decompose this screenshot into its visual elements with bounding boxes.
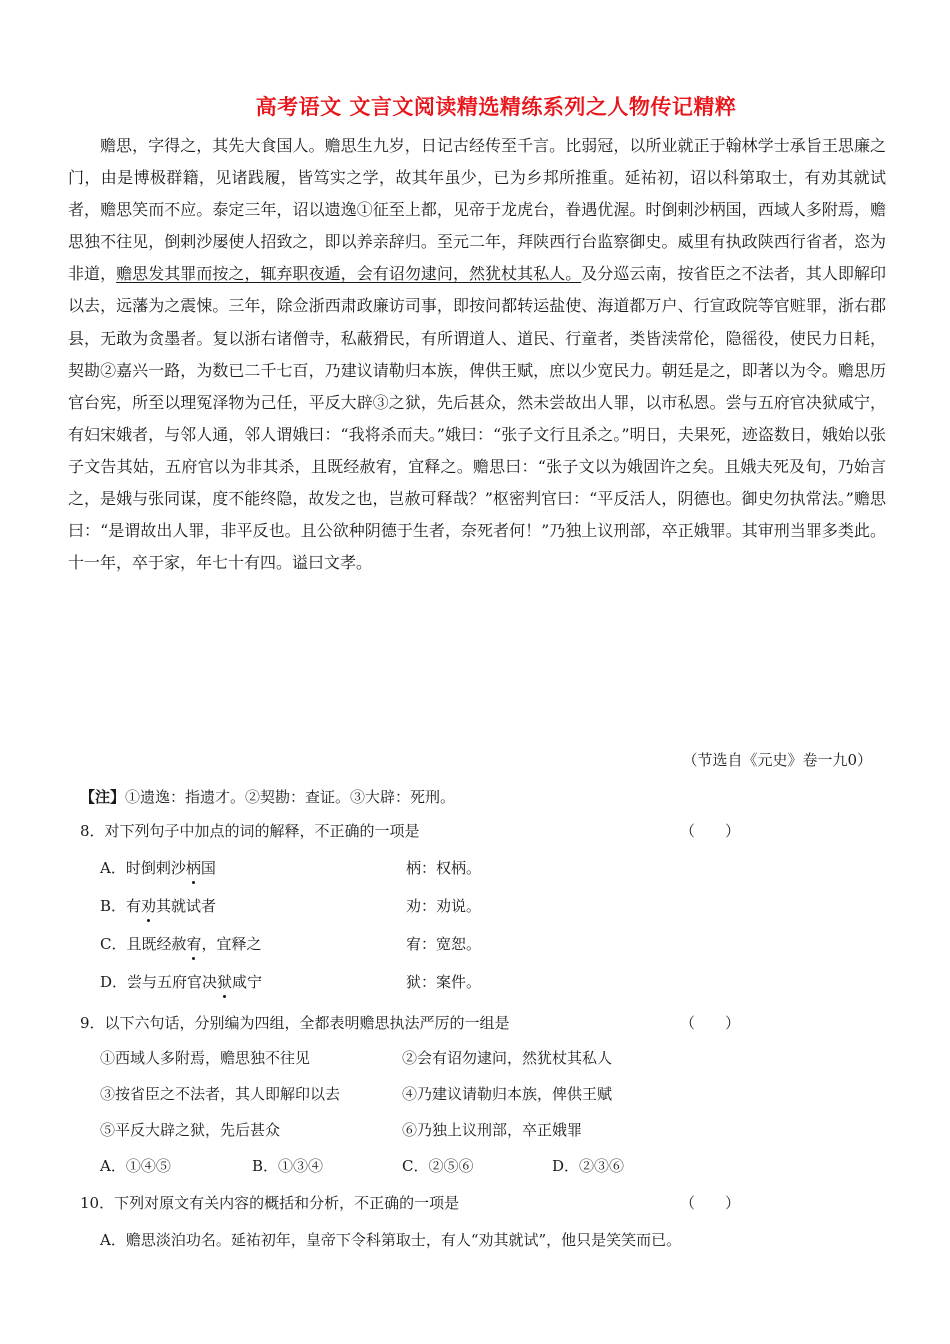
question-10-answer-blank: （ ） — [680, 1194, 741, 1212]
question-8-option-c: C．且既经赦宥，宜释之 — [100, 930, 262, 958]
question-8-stem: 8．对下列句子中加点的词的解释，不正确的一项是 — [80, 822, 420, 840]
question-9-choice-d: D．②③⑥ — [552, 1157, 625, 1175]
dotted-char: 宥 — [186, 930, 201, 958]
question-9-item-1: ①西域人多附焉，赡思独不往见 — [100, 1049, 311, 1067]
passage-text-1: 赡思，字得之，其先大食国人。赡思生九岁，日记古经传至千言。比弱冠，以所业就正于翰林学士承旨王思廉之门，由是博极群籍，见诸践履，皆笃实之学，故其年虽少，已为乡邦所推重。延祐初，诏以科第取士，有劝其就试者，赡思笑而不应。泰定三年，诏以遗逸①征至上都，见帝于龙虎台，眷遇优渥。时倒剌沙柄国，西域人多附焉，赡思独不往见，倒剌沙屡使人招致之，即以养亲辞归。至元二年，拜陕西行台监察御史。威里有执政陕西行省者，恣为非道， — [68, 136, 886, 284]
source-citation: （节选自《元史》卷一九0） — [682, 751, 872, 769]
note-label: 【注】 — [80, 788, 126, 806]
page-title: 高考语文 文言文阅读精选精练系列之人物传记精粹 — [255, 94, 737, 119]
question-9-item-6: ⑥乃独上议刑部，卒正娥罪 — [402, 1121, 583, 1139]
question-9-stem: 9．以下六句话，分别编为四组，全都表明赡思执法严厉的一组是 — [80, 1014, 510, 1032]
question-9-choice-b: B．①③④ — [252, 1157, 324, 1175]
question-9-item-5: ⑤平反大辟之狱，先后甚众 — [100, 1121, 281, 1139]
question-10-stem: 10．下列对原文有关内容的概括和分析，不正确的一项是 — [80, 1194, 460, 1212]
question-8-gloss-b: 劝：劝说。 — [406, 897, 482, 915]
question-9-item-3: ③按省臣之不法者，其人即解印以去 — [100, 1085, 341, 1103]
question-8-option-b: B．有劝其就试者 — [100, 892, 216, 920]
question-10-option-a: A．赡思淡泊功名。延祐初年，皇帝下令科第取士，有人“劝其就试”，他只是笑笑而已。 — [100, 1231, 682, 1249]
question-9-choice-a: A．①④⑤ — [100, 1157, 171, 1175]
question-8-option-a: A．时倒剌沙柄国 — [100, 854, 216, 882]
dotted-char: 劝 — [141, 892, 156, 920]
question-9-answer-blank: （ ） — [680, 1014, 741, 1032]
question-9-item-4: ④乃建议请勒归本族，俾供王赋 — [402, 1085, 613, 1103]
passage-text-2: 及分巡云南，按省臣之不法者，其人即解印以去，远藩为之震悚。三年，除佥浙西肃政廉访司事，即按问都转运盐使、海道都万户、行宣政院等官赃罪，浙右郡县，无敢为贪墨者。复以浙右诸僧寺，私蔽猾民，有所谓道人、道民、行童者，类皆渎常伦，隐徭役，使民力日耗，契勘②嘉兴一路，为数已二千七百，乃建议请勒归本族，俾供王赋，庶以少宽民力。朝廷是之，即著以为令。赡思历官台宪，所至以理冤泽物为己任，平反大辟③之狱，先后甚众，然未尝故出人罪，以市私恩。尝与五府官决狱咸宁，有妇宋娥者，与邻人通，邻人谓娥曰：“我将杀而夫。”娥曰：“张子文行且杀之。”明日，夫果死，迹盗数日，娥始以张子文告其姑，五府官以为非其杀，且既经赦宥，宜释之。赡思曰：“张子文以为娥固许之矣。且娥夫死及旬，乃始言之，是娥与张同谋，度不能终隐，故发之也，岂赦可释哉？”枢密判官曰：“平反活人，阴德也。御史勿执常法。”赡思曰：“是谓故出人罪，非平反也。且公欲种阴德于生者，奈死者何！”乃独上议刑部，卒正娥罪。其审刑当罪多类此。十一年，卒于家，年七十有四。谥曰文孝。 — [68, 264, 886, 573]
note-text: ①遗逸：指遗才。②契勘：查证。③大辟：死刑。 — [125, 788, 456, 806]
question-8-answer-blank: （ ） — [680, 822, 741, 840]
question-8-option-d: D．尝与五府官决狱咸宁 — [100, 968, 262, 996]
question-8-gloss-d: 狱：案件。 — [406, 973, 482, 991]
dotted-char: 柄 — [186, 854, 201, 882]
question-8-gloss-c: 宥：宽恕。 — [406, 935, 482, 953]
question-9-choice-c: C．②⑤⑥ — [402, 1157, 474, 1175]
question-8-gloss-a: 柄：权柄。 — [406, 859, 482, 877]
underlined-sentence: 赡思发其罪而按之，辄弃职夜遁，会有诏勿逮问，然犹杖其私人。 — [116, 264, 582, 284]
dotted-char: 狱 — [217, 968, 232, 996]
annotation-note — [80, 783, 455, 811]
classical-passage — [68, 130, 886, 579]
question-9-item-2: ②会有诏勿逮问，然犹杖其私人 — [402, 1049, 613, 1067]
